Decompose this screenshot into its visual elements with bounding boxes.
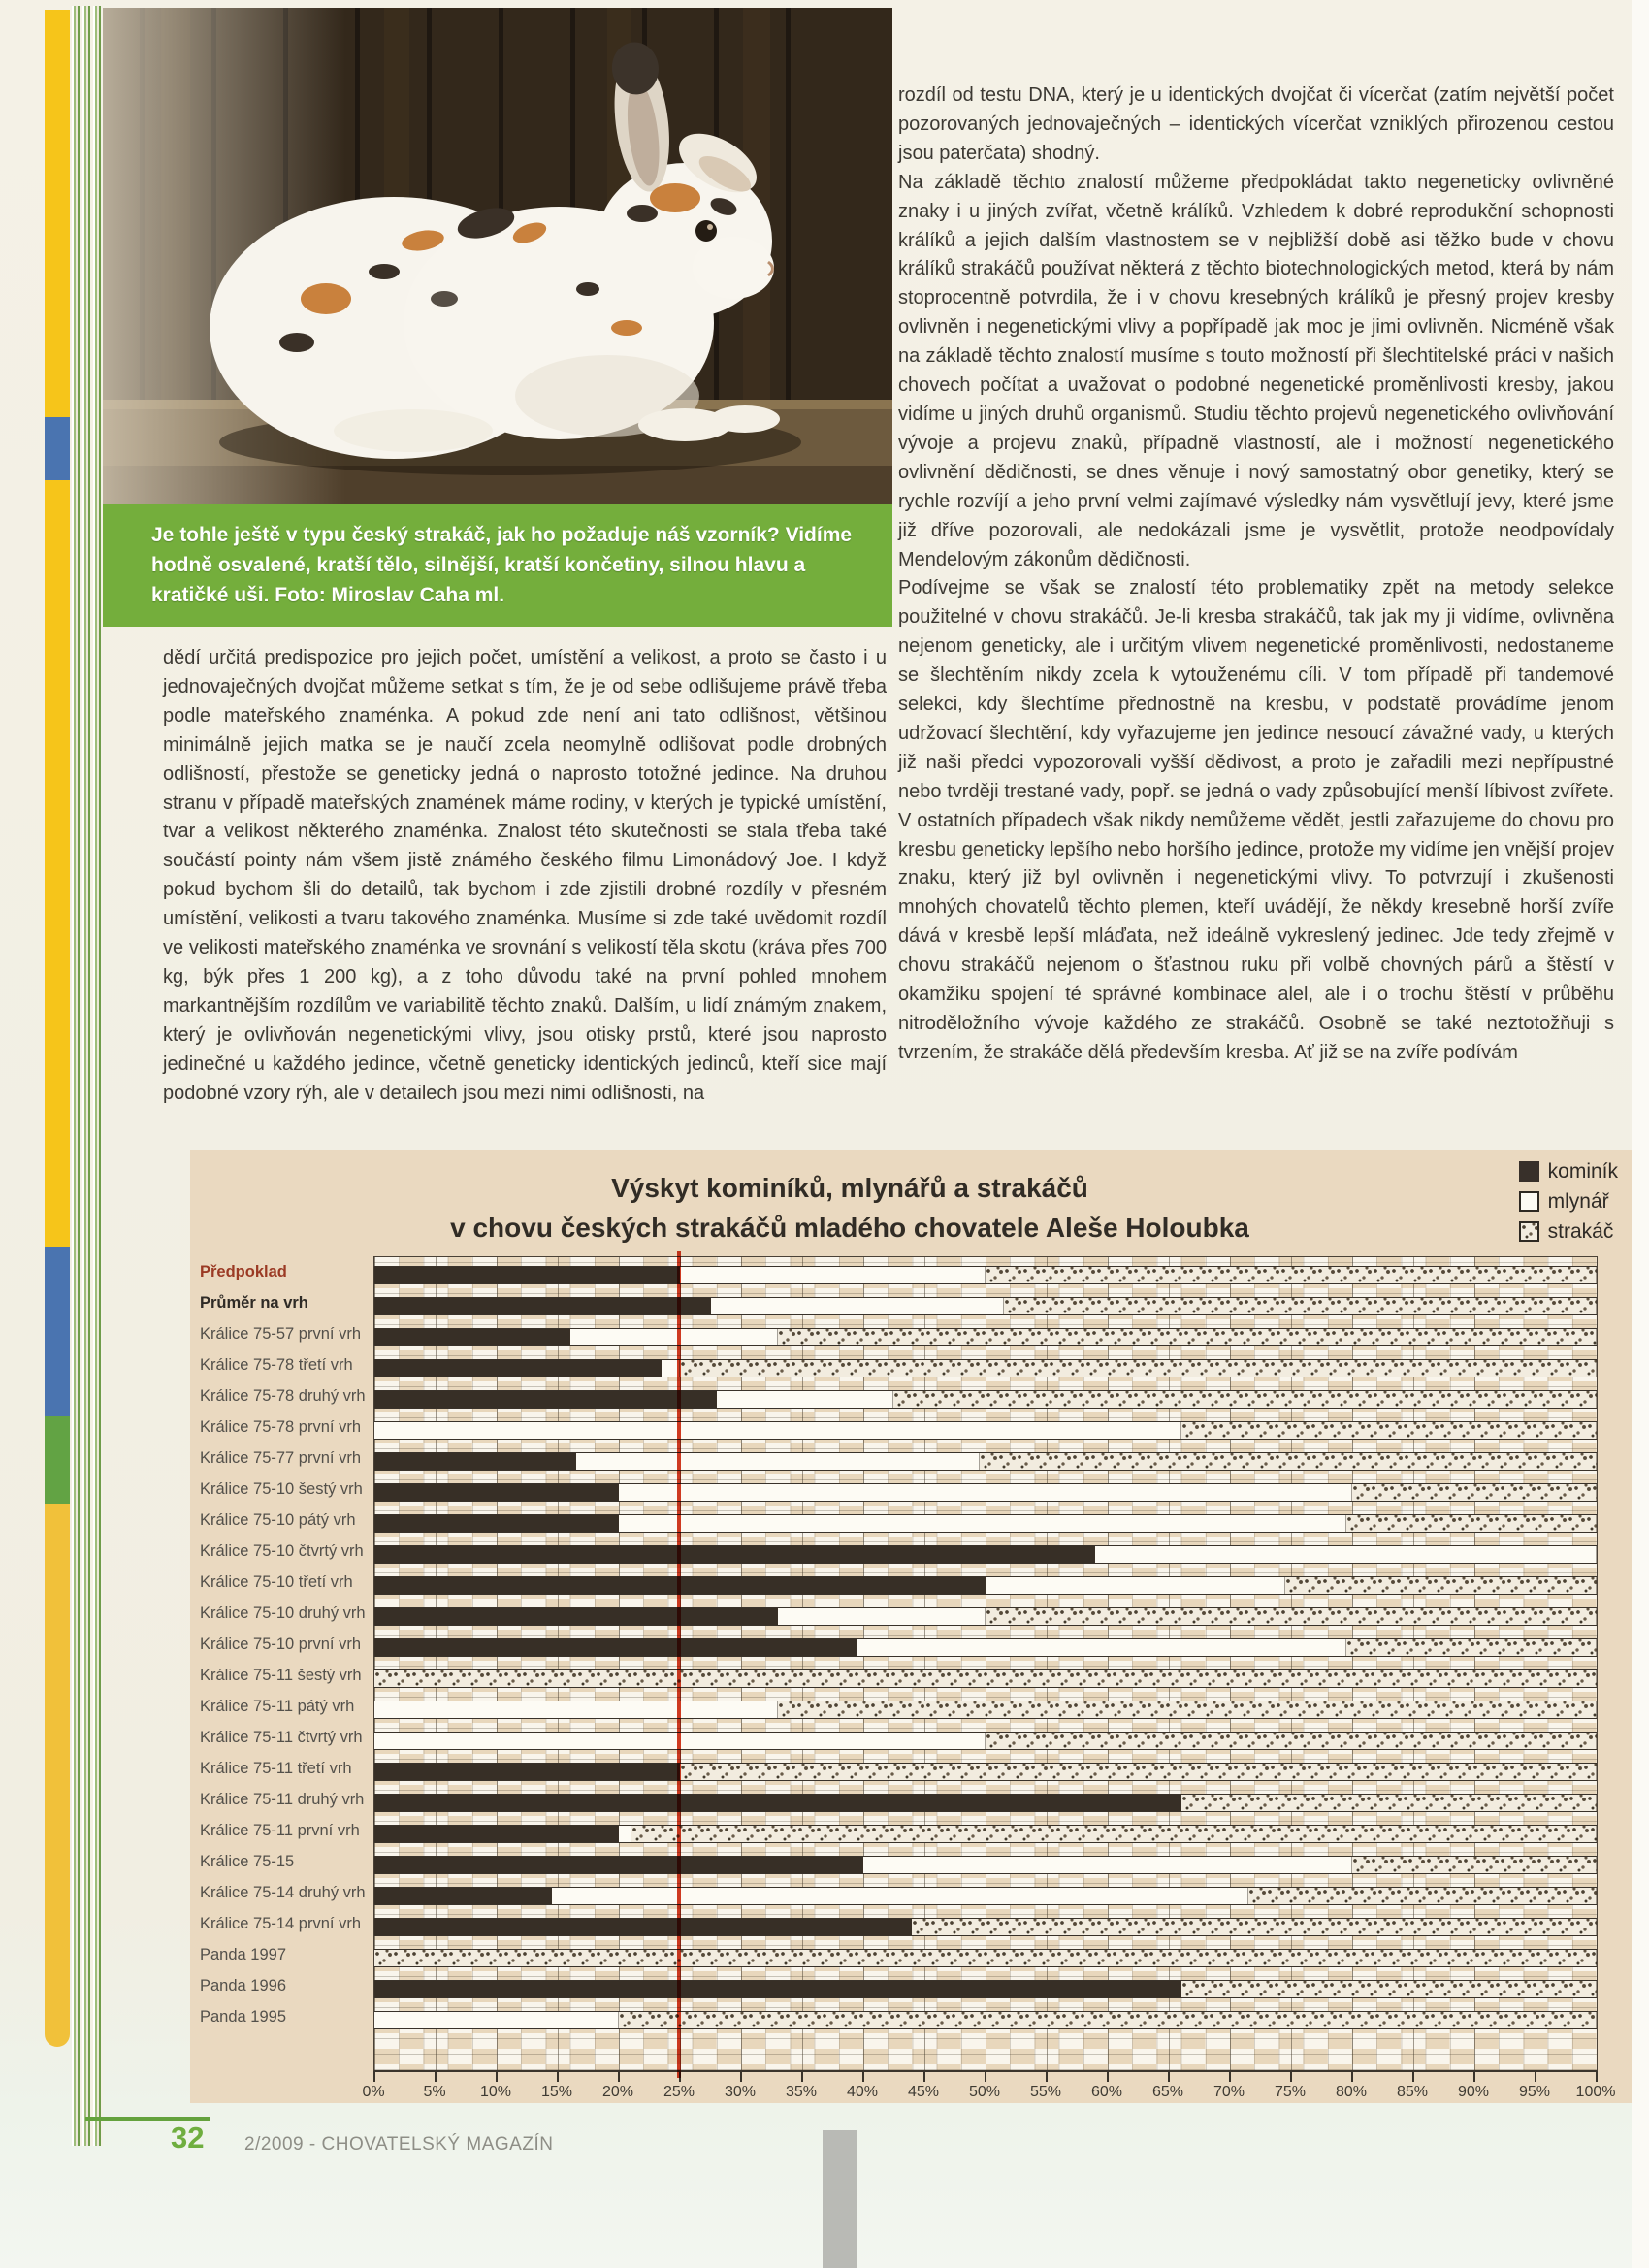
bar-segment-kominik: [374, 1391, 717, 1408]
chart-row-label: Králice 75-57 první vrh: [200, 1325, 361, 1343]
bar-segment-mlynar: [374, 2012, 619, 2028]
chart-bar: [374, 2011, 1597, 2029]
chart-bar: [374, 1390, 1597, 1409]
x-axis-tick-label: 0%: [362, 2084, 385, 2100]
legend-label: kominík: [1547, 1159, 1618, 1183]
bar-segment-strakac: [1285, 1577, 1597, 1594]
page-edge-yellow-strip: [45, 1504, 70, 2047]
bar-segment-strakac: [1004, 1298, 1597, 1314]
legend-item-kominik: [1519, 1156, 1618, 1186]
chart-row-label: Králice 75-14 druhý vrh: [200, 1884, 366, 1901]
bar-segment-kominik: [374, 1329, 570, 1345]
chart-row-labels: [200, 1256, 379, 2069]
bar-segment-mlynar: [717, 1391, 894, 1408]
x-axis-tick-label: 80%: [1335, 2084, 1368, 2100]
bar-segment-mlynar: [986, 1577, 1285, 1594]
x-axis-tick-label: 50%: [968, 2084, 1001, 2100]
bar-segment-kominik: [374, 1453, 576, 1470]
bar-segment-strakac: [1346, 1639, 1597, 1656]
legend-swatch-kominik-icon: [1519, 1161, 1539, 1182]
chart-bar: [374, 1794, 1597, 1812]
chart-row-label: Králice 75-14 první vrh: [200, 1915, 361, 1932]
bar-segment-kominik: [374, 1888, 552, 1904]
legend-swatch-strakac-icon: [1519, 1221, 1539, 1242]
x-axis-tick-label: 75%: [1274, 2084, 1307, 2100]
chart-bar: [374, 1669, 1597, 1688]
chart-row-label: Králice 75-11 čtvrtý vrh: [200, 1729, 363, 1746]
x-axis-tick-label: 30%: [724, 2084, 757, 2100]
legend-item-strakac: [1519, 1216, 1618, 1247]
page-number: 32: [171, 2121, 205, 2155]
x-axis-tick-label: 85%: [1396, 2084, 1429, 2100]
rabbit-photo: [103, 8, 892, 504]
bar-segment-kominik: [374, 1515, 619, 1532]
legend-item-mlynar: [1519, 1186, 1618, 1216]
bar-segment-mlynar: [374, 1422, 1181, 1439]
bottom-gray-strip: [823, 2130, 857, 2268]
bar-segment-kominik: [374, 1795, 1181, 1811]
chart-legend: [1519, 1156, 1618, 1247]
chart-row-label: Králice 75-78 druhý vrh: [200, 1387, 366, 1405]
x-axis-tick-label: 95%: [1518, 2084, 1551, 2100]
chart-row-label: Králice 75-11 třetí vrh: [200, 1760, 352, 1777]
chart-bar: [374, 1452, 1597, 1471]
chart-bar: [374, 1825, 1597, 1843]
chart-bar: [374, 1918, 1597, 1936]
reference-line-25-percent: [677, 1251, 681, 2078]
page-edge-blue-strip: [45, 1247, 70, 1416]
chart-bar: [374, 1576, 1597, 1595]
bar-segment-mlynar: [680, 1267, 986, 1283]
bar-segment-strakac: [893, 1391, 1597, 1408]
bar-segment-strakac: [980, 1453, 1597, 1470]
bar-segment-kominik: [374, 1546, 1095, 1563]
x-axis-tick-label: 70%: [1212, 2084, 1245, 2100]
bar-segment-mlynar: [576, 1453, 980, 1470]
chart-bar: [374, 1638, 1597, 1657]
x-axis-tick-marks: [373, 2071, 1598, 2082]
x-axis-tick-label: 5%: [423, 2084, 446, 2100]
right-column-paragraph: Podívejme se však se znalostí této problematiky zpět na metody selekce použitelné v chovu strakáčů. Je-li kresba strakáčů, tak jak my ji vidíme, ovlivněna nejenom geneticky, ale i určitým vlivem negenetické proměnlivosti, nedostaneme se šlechtěním nikdy zcela k vytouženému cíli. V tom případě při tandemové selekci, kdy šlechtíme přednostně na kresbu, v podstatě provádíme jenom udržovací šlechtění, kdy vyřazujeme jen jedince nesoucí závažné vady, u kterých již naši předci vypozorovali vyšší dědivost, a proto je zařadili mezi nepřípustné nebo tvrději trestané vady, popř. se jedná o vady způsobující menší líbivost zvířete. V ostatních případech však nikdy nemůžeme vědět, jestli zařazujeme do chovu pro kresbu geneticky lepšího nebo horšího jedince, protože my vidíme jen vnější projev znaku, který již byl ovlivněn i negenetickými vlivy. To potvrzují i zkušenosti mnohých chovatelů těchto plemen, kteří uvádějí, že někdy kresebně horší zvíře dává v kresbě lepší mláďata, než ideálně vykreslený jedinec. Jde tedy zřejmě v chovu strakáčů nejenom o šťastnou ruku při volbě chovných párů a štěstí v okamžiku spojení té správné kombinace alel, ale i o trochu štěstí v průběhu nitroděložního vývoje každého ze strakáčů. Osobně se také neztotožňuji s tvrzením, že strakáče dělá především kresba. Ať již se na zvíře podívám: [898, 577, 1614, 1063]
bar-segment-kominik: [374, 1484, 619, 1501]
bar-segment-strakac: [680, 1764, 1597, 1780]
x-axis-tick-label: 65%: [1151, 2084, 1184, 2100]
chart-row-label: Králice 75-77 první vrh: [200, 1449, 361, 1467]
bar-segment-kominik: [374, 1857, 863, 1873]
bar-segment-strakac: [631, 1826, 1597, 1842]
bar-segment-strakac: [1346, 1515, 1597, 1532]
chart-bar: [374, 1483, 1597, 1502]
chart-bar: [374, 1856, 1597, 1874]
chart-bar: [374, 1266, 1597, 1284]
page-edge-yellow-strip: [45, 10, 70, 417]
page-edge-yellow-strip: [45, 480, 70, 1247]
chart-bar: [374, 1545, 1597, 1564]
x-axis-labels: [362, 2084, 1616, 2107]
chart-row-label: Předpoklad: [200, 1263, 287, 1280]
chart-row-label: Králice 75-10 druhý vrh: [200, 1604, 366, 1622]
left-column-paragraph: dědí určitá predispozice pro jejich počet, umístění a velikost, a proto se často i u jednovaječných dvojčat můžeme setkat s tím, že je od sebe odlišujeme právě třeba podle mateřského znaménka. A pokud zde není ani tato odlišnost, většinou minimálně jejich matka se je naučí zcela neomylně odlišovat podle drobných odlišností, přestože se geneticky jedná o naprosto totožné jedince. Na druhou stranu v případě mateřských znamének máme rodiny, v kterých je typické umístění, tvar a velikost některého znaménka. Znalost této skutečnosti se stala třeba také součástí pointy nám všem jistě známého českého filmu Limonádový Joe. I když pokud bychom šli do detailů, tak bychom i zde zjistili drobné rozdíly v přesném umístění, velikosti a tvaru takového znaménka. Musíme si zde také uvědomit rozdíl ve velikosti mateřského znaménka ve srovnání s velikostí těla skotu (kráva přes 700 kg, býk přes 1 200 kg), a z toho důvodu také na první pohled mnohem markantnějším rozdílům ve variabilitě těchto znaků. Dalším, u lidí známým znakem, který je ovlivňován negenetickými vlivy, jsou otisky prstů, které jsou naprosto jedinečné u každého jedince, včetně geneticky identických jedinců, kteří sice mají podobné vzory rýh, ale v detailech jsou mezi nimi odlišnosti, na: [163, 647, 887, 1104]
chart-bar: [374, 1607, 1597, 1626]
x-axis-tick-label: 55%: [1029, 2084, 1062, 2100]
chart-row-label: Králice 75-10 čtvrtý vrh: [200, 1542, 364, 1560]
chart-row-label: Králice 75-10 první vrh: [200, 1636, 361, 1653]
bar-segment-strakac: [1181, 1795, 1597, 1811]
chart-bar: [374, 1887, 1597, 1905]
bar-segment-kominik: [374, 1919, 912, 1935]
x-axis-tick-label: 60%: [1090, 2084, 1123, 2100]
chart-bar: [374, 1359, 1597, 1377]
chart-plot: [373, 1256, 1598, 2072]
chart-title: [229, 1168, 1471, 1247]
right-column-paragraph: rozdíl od testu DNA, který je u identických dvojčat či vícerčat (zatím největší počet pozorovaných jednovaječných – identických vícerčat vzniklých přirozenou cestou jsou paterčata) shodný.: [898, 84, 1614, 164]
right-column-paragraph: Na základě těchto znalostí můžeme předpokládat takto negeneticky ovlivněné znaky i u jiných zvířat, včetně králíků. Vzhledem k dobré reprodukční schopnosti králíků a jejich dalším vlastnostem se v nejbližší době asi těžko bude v chovu králíků strakáčů používat některá z těchto biotechnologických metod, která by nám stoprocentně potvrdila, že i v chovu kresebných králíků je přesný projev kresby ovlivněn i negenetickými vlivy a popřípadě jak moc je jimi ovlivněn. Nicméně však na základě těchto znalostí musíme s touto možností při šlechtitelské práci v našich chovech počítat a uvažovat o podobné negenetické proměnlivosti kresby, jakou vidíme u jiných druhů organismů. Studiu těchto projevů negenetického ovlivňování vývoje a projevu znaků, případně vlastností, ale i možností negenetického ovlivnění dědičnosti, se dnes věnuje i nový samostatný obor genetiky, který se rychle rozvíjí a jeho první velmi zajímavé výsledky nám vysvětlují jevy, které jsme již dříve pozorovali, ale nedokázali jsme je vysvětlit, protože neodpovídaly Mendelovým zákonům dědičnosti.: [898, 171, 1614, 570]
chart-bar: [374, 1514, 1597, 1533]
bar-segment-kominik: [374, 1608, 778, 1625]
legend-swatch-mlynar-icon: [1519, 1191, 1539, 1212]
bar-segment-strakac: [912, 1919, 1597, 1935]
chart-bar: [374, 1763, 1597, 1781]
chart-row-label: Panda 1996: [200, 1977, 287, 1994]
x-axis-tick-label: 100%: [1575, 2084, 1616, 2100]
bar-segment-mlynar: [863, 1857, 1352, 1873]
article-right-column: [898, 81, 1614, 1068]
bar-segment-kominik: [374, 1981, 1181, 1997]
legend-label: strakáč: [1547, 1219, 1614, 1243]
bar-segment-strakac: [1352, 1484, 1597, 1501]
bar-segment-strakac: [680, 1360, 1597, 1377]
right-page-margin: [1632, 0, 1649, 2268]
page-edge-green-strip: [45, 1416, 70, 1504]
bar-segment-strakac: [986, 1267, 1597, 1283]
chart-row-label: Králice 75-11 první vrh: [200, 1822, 360, 1839]
bar-segment-strakac: [1181, 1981, 1597, 1997]
chart-bar: [374, 1980, 1597, 1998]
chart-row-label: Králice 75-10 šestý vrh: [200, 1480, 363, 1498]
chart-row-label: Králice 75-15: [200, 1853, 295, 1870]
rabbit-illustration: [103, 8, 892, 504]
bar-segment-strakac: [1352, 1857, 1597, 1873]
magazine-name: 2/2009 - CHOVATELSKÝ MAGAZÍN: [244, 2134, 554, 2155]
bar-segment-kominik: [374, 1298, 711, 1314]
x-axis-tick-label: 15%: [540, 2084, 573, 2100]
page-edge-stack: [72, 6, 103, 2146]
bar-segment-strakac: [778, 1329, 1597, 1345]
chart-bar: [374, 1732, 1597, 1750]
page-edge-blue-strip: [45, 417, 70, 480]
bar-segment-mlynar: [857, 1639, 1346, 1656]
x-axis-tick-label: 90%: [1457, 2084, 1490, 2100]
bar-segment-kominik: [374, 1826, 619, 1842]
photo-caption: Je tohle ještě v typu český strakáč, jak ho požaduje náš vzorník? Vidíme hodně osvalené, kratší tělo, silnější, kratší končetiny, silnou hlavu a kratičké uši. Foto: Miroslav Caha ml.: [103, 504, 892, 627]
chart-bar: [374, 1297, 1597, 1315]
chart-row-label: Králice 75-78 první vrh: [200, 1418, 361, 1436]
legend-label: mlynář: [1547, 1189, 1609, 1213]
bar-segment-kominik: [374, 1267, 680, 1283]
bar-segment-mlynar: [374, 1701, 778, 1718]
bar-segment-strakac: [374, 1670, 1597, 1687]
article-left-column: [163, 644, 887, 1109]
bar-segment-kominik: [374, 1639, 857, 1656]
bar-segment-strakac: [1181, 1422, 1597, 1439]
bar-segment-mlynar: [570, 1329, 778, 1345]
bar-segment-mlynar: [552, 1888, 1248, 1904]
chart-row-label: Panda 1997: [200, 1946, 287, 1963]
x-axis-tick-label: 25%: [663, 2084, 695, 2100]
bar-segment-mlynar: [711, 1298, 1004, 1314]
chart-row-label: Průměr na vrh: [200, 1294, 308, 1312]
chart-row-label: Králice 75-10 pátý vrh: [200, 1511, 356, 1529]
chart-row-label: Králice 75-11 šestý vrh: [200, 1667, 362, 1684]
bar-segment-strakac: [778, 1701, 1597, 1718]
bar-segment-mlynar: [619, 1826, 631, 1842]
x-axis-tick-label: 20%: [601, 2084, 634, 2100]
chart-row-label: Králice 75-11 druhý vrh: [200, 1791, 365, 1808]
chart-row-label: Králice 75-78 třetí vrh: [200, 1356, 353, 1374]
chart-row-label: Králice 75-11 pátý vrh: [200, 1698, 355, 1715]
chart-row-label: Králice 75-10 třetí vrh: [200, 1573, 353, 1591]
x-axis-tick-label: 40%: [846, 2084, 879, 2100]
bar-segment-mlynar: [619, 1515, 1346, 1532]
bar-segment-strakac: [1248, 1888, 1597, 1904]
bar-segment-mlynar: [778, 1608, 986, 1625]
bar-segment-strakac: [986, 1608, 1597, 1625]
bar-segment-strakac: [374, 1950, 1597, 1966]
x-axis-tick-label: 10%: [479, 2084, 512, 2100]
bar-segment-kominik: [374, 1360, 662, 1377]
bar-segment-mlynar: [619, 1484, 1352, 1501]
chart-bar: [374, 1701, 1597, 1719]
bar-segment-strakac: [986, 1733, 1597, 1749]
x-axis-tick-label: 45%: [907, 2084, 940, 2100]
x-axis-tick-label: 35%: [785, 2084, 818, 2100]
bar-segment-strakac: [619, 2012, 1597, 2028]
chart-title-line1: Výskyt kominíků, mlynářů a strakáčů: [611, 1173, 1088, 1203]
chart-bar: [374, 1421, 1597, 1440]
bar-segment-mlynar: [1095, 1546, 1597, 1563]
bar-segment-kominik: [374, 1764, 680, 1780]
chart-bar: [374, 1949, 1597, 1967]
chart-bar: [374, 1328, 1597, 1346]
chart-row-label: Panda 1995: [200, 2008, 287, 2025]
chart-panel: [190, 1150, 1632, 2103]
chart-title-line2: v chovu českých strakáčů mladého chovatele Aleše Holoubka: [450, 1213, 1249, 1243]
